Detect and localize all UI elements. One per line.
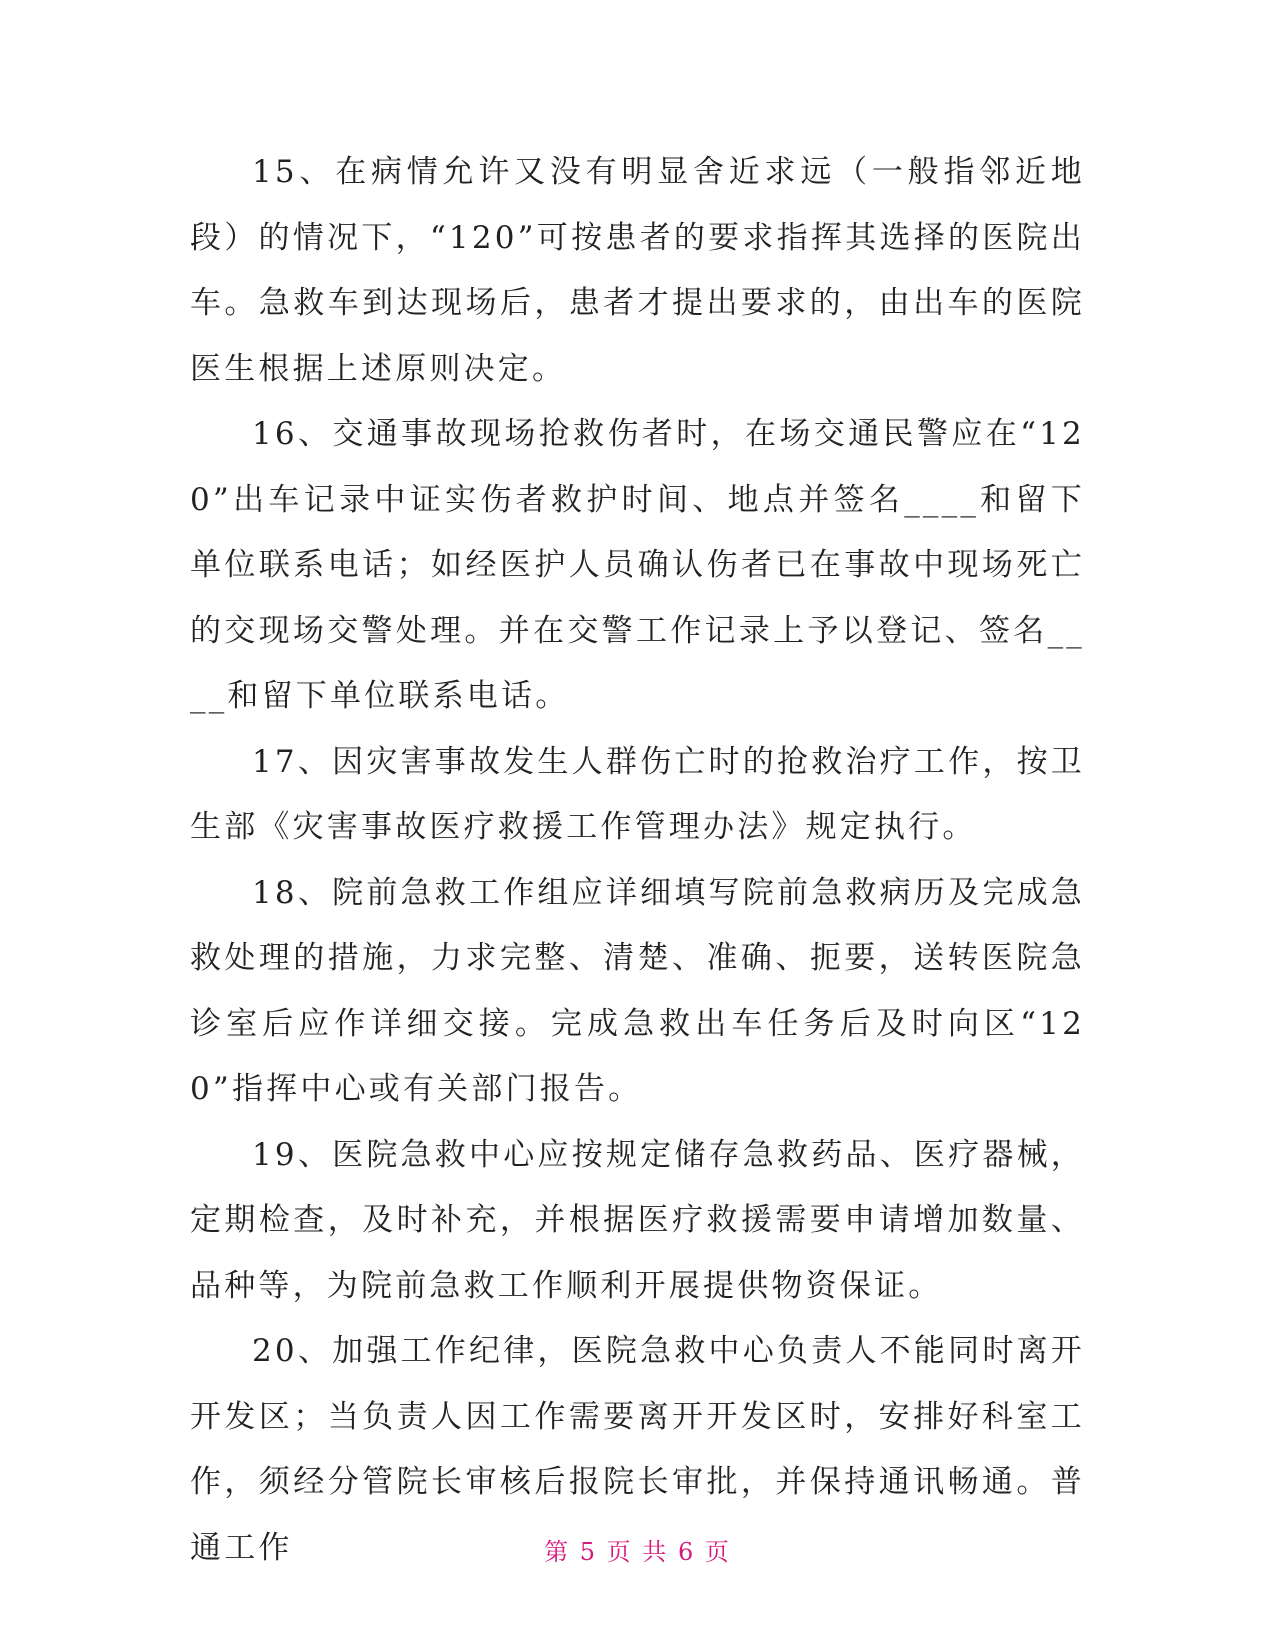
paragraph-17: 17、因灾害事故发生人群伤亡时的抢救治疗工作，按卫生部《灾害事故医疗救援工作管理办法》规定执行。 <box>190 743 1085 845</box>
paragraph-16: 16、交通事故现场抢救伤者时，在场交通民警应在“120”出车记录中证实伤者救护时间、地点并签名____和留下单位联系电话；如经医护人员确认伤者已在事故中现场死亡的交现场交警处理。并在交警工作记录上予以登记、签名____和留下单位联系电话。 <box>190 416 1085 714</box>
document-body <box>190 140 1085 1581</box>
page-number-footer: 第 5 页 共 6 页 <box>544 1538 731 1566</box>
paragraph-18: 18、院前急救工作组应详细填写院前急救病历及完成急救处理的措施，力求完整、清楚、准确、扼要，送转医院急诊室后应作详细交接。完成急救出车任务后及时向区“120”指挥中心或有关部门报告。 <box>190 874 1085 1107</box>
paragraph-20: 20、加强工作纪律，医院急救中心负责人不能同时离开开发区；当负责人因工作需要离开开发区时，安排好科室工作，须经分管院长审核后报院长审批，并保持通讯畅通。普通工作 <box>190 1333 1085 1566</box>
paragraph-15: 15、在病情允许又没有明显舍近求远（一般指邻近地段）的情况下，“120”可按患者的要求指挥其选择的医院出车。急救车到达现场后，患者才提出要求的，由出车的医院医生根据上述原则决定。 <box>190 154 1085 387</box>
paragraph-19: 19、医院急救中心应按规定储存急救药品、医疗器械，定期检查，及时补充，并根据医疗救援需要申请增加数量、品种等，为院前急救工作顺利开展提供物资保证。 <box>190 1136 1085 1304</box>
